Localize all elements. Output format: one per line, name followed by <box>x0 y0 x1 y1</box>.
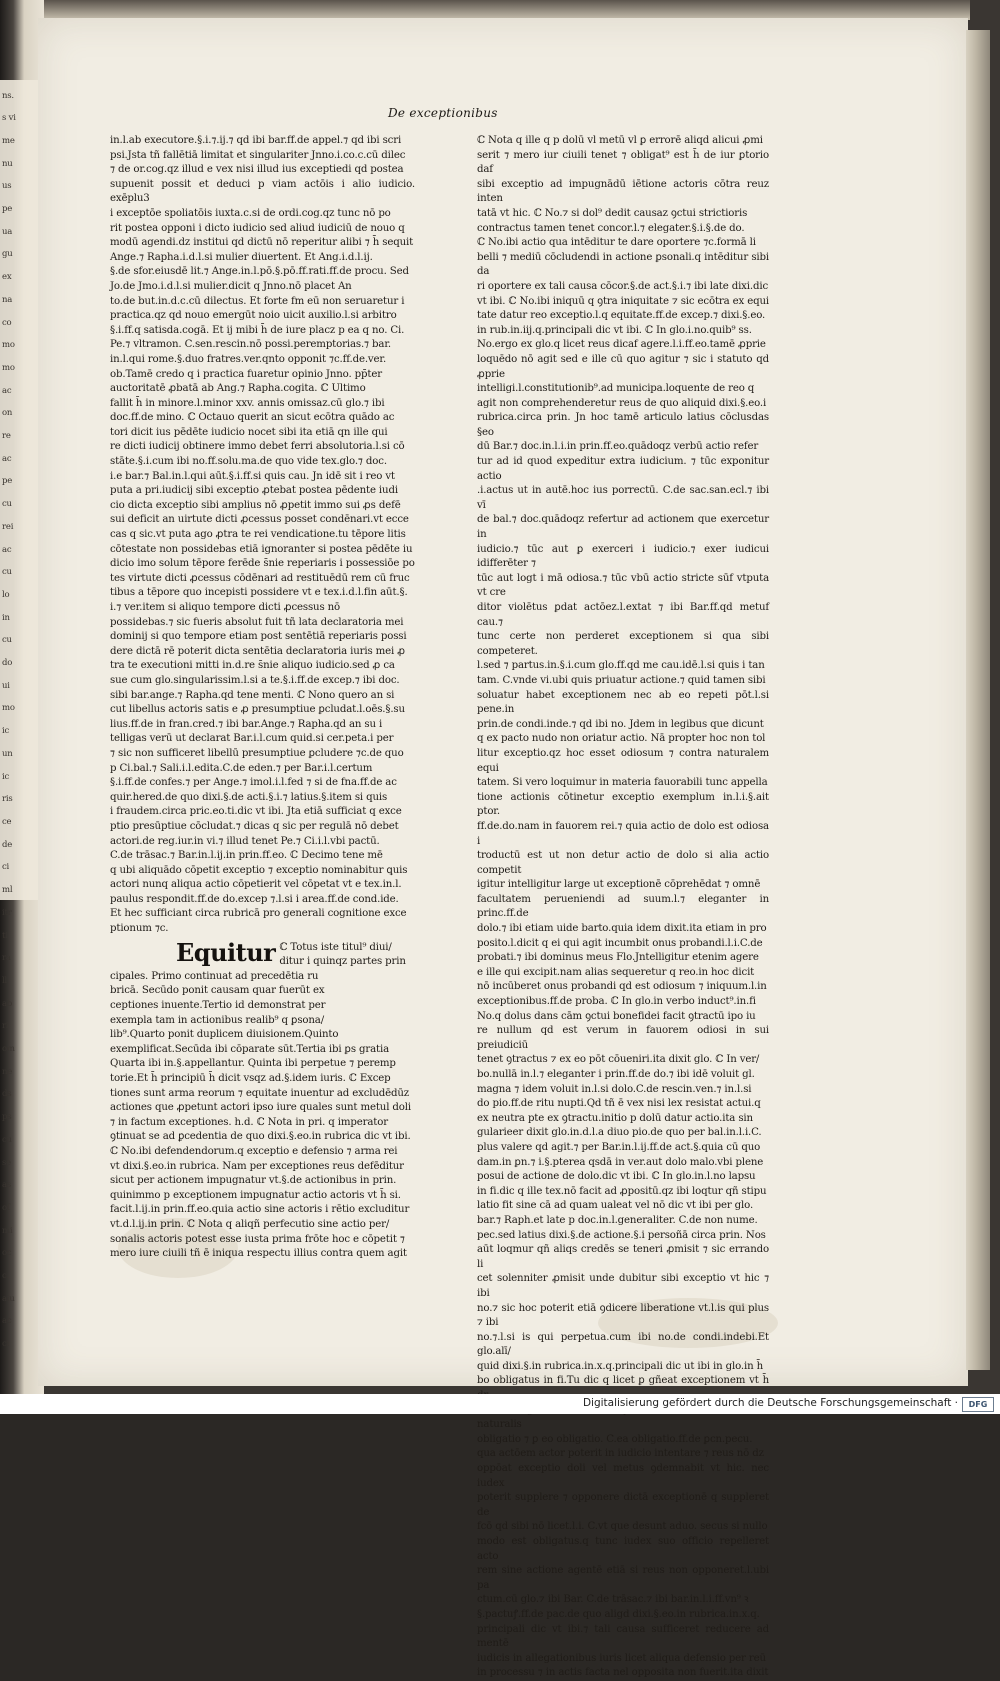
right-column-line: ff.de.do.nam in fauorem rei.⁊ quia actio de dolo est odiosa i <box>477 820 769 847</box>
ghost-line: cu <box>2 1134 12 1145</box>
right-column-line: serit ⁊ mero iur ciuili tenet ⁊ obligat⁹ est h̄ de iur ꝑtorio daf <box>477 149 769 176</box>
right-column-line: tatā vt hic. ℂ No.⁊ si dol⁹ dedit causaz ꝯctui strictioris <box>477 207 748 219</box>
left-column-line: i.e bar.⁊ Bal.in.l.qui aūt.§.i.ff.si quis cau. Jn idē sit i reo vt <box>110 470 395 482</box>
ghost-line: rei <box>2 521 14 532</box>
left-column-line: re dicti iudicij obtinere immo debet ferri absolutoria.l.si cō <box>110 441 405 453</box>
right-column-line: vt ibi. ℂ No.ibi iniquū q ꝯtra iniquitate ⁊ sic ecōtra ex equi <box>477 295 769 307</box>
equitur-line: Quarta ibi in.§.appellantur. Quinta ibi perpetue ⁊ peremp <box>110 1058 396 1070</box>
ghost-line: ll <box>2 975 8 986</box>
equitur-line: sicut per actionem impugnatur vt.§.de actionibus in prin. <box>110 1175 397 1187</box>
equitur-line: tiones sunt arma reorum ⁊ equitate inuentur ad excludēdūz <box>110 1087 410 1099</box>
ghost-line: mo <box>2 340 15 351</box>
equitur-line: mero iure ciuili tñ ē iniqua respectu illius contra quem agit <box>110 1248 407 1260</box>
left-page-strip <box>0 80 40 1350</box>
right-column-line: naturalis <box>477 1419 522 1431</box>
ghost-line: ci <box>2 862 10 873</box>
left-column-line: sue cum glo.singularissim.l.si a te.§.i.ff.de excep.⁊ ibi doc. <box>110 674 400 686</box>
left-column-line: p Ci.bal.⁊ Sali.i.l.edita.C.de eden.⁊ per Bar.i.l.certum <box>110 762 373 774</box>
ghost-line: ab <box>2 998 13 1009</box>
right-column-line: belli ⁊ mediū cōcludendi in actione ꝑsonali.q intēditur sibi da <box>477 251 769 278</box>
left-column-line: Ange.⁊ Rapha.i.d.l.si mulier diuertent. Et Ang.i.d.l.ij. <box>110 251 373 263</box>
left-column-line: ptio presūptiue cōcludat.⁊ dicas q sic per regulā nō debet <box>110 820 399 832</box>
right-column-line: e ille qui excipit.nam alias sequeretur q reo.in hoc dicit <box>477 966 755 978</box>
left-column-line: sui deficit an uirtute dicti ꝓcessus posset condēnari.vt ecce <box>110 514 409 526</box>
ghost-line: ac <box>2 1316 12 1327</box>
ghost-line: nu <box>2 158 13 169</box>
equitur-line: ditur i quinqz partes prin <box>279 956 406 968</box>
right-column-line: aūt loqmur qñ aliqs credēs se teneri ꝓmisit ⁊ sic errando li <box>477 1244 769 1270</box>
right-column-line: No.ergo ex glo.q licet reus dicaf agere.l.i.ff.eo.tamē ꝓprie <box>477 339 766 351</box>
right-column-line: No.q dolus dans cām ꝯctui bonefidei facit ꝯtractū ipo iu <box>477 1010 756 1022</box>
ghost-line: gu <box>2 249 13 260</box>
right-column-line: exceptionibus.ff.de proba. ℂ In glo.in verbo induct⁹.in.fi <box>477 996 756 1008</box>
right-column-line: latio fit sine cā ad quam ualeat vel nō dic vt ibi per glo. <box>477 1200 754 1212</box>
ghost-line: ic <box>2 726 10 737</box>
ghost-line: ris <box>2 794 13 805</box>
right-column-line: poterit supplere ⁊ opponere dictā exceptionē q suppleret de <box>477 1492 769 1518</box>
left-column-line: cut libellus actoris satis e ꝓ presumptiue ꝑcludat.l.oēs.§.su <box>110 704 405 716</box>
right-column-line: de bal.⁊ doc.quādoqz refertur ad actionem que exercetur in <box>477 514 769 541</box>
right-column-line: tate datur reo exceptio.l.q equitate.ff.de excep.⁊ dixi.§.eo. <box>477 310 766 322</box>
equitur-line: lib⁹.Quarto ponit duplicem diuisionem.Quinto <box>110 1029 339 1041</box>
ghost-line: ac <box>2 385 12 396</box>
left-column-line: psi.Jsta tñ fallētiā limitat et singulariter Jnno.i.co.c.cū dilec <box>110 149 406 161</box>
left-column-line: Et hec sufficiant circa rubricā pro generali cognitione exce <box>110 908 407 920</box>
ghost-line: cu <box>2 499 12 510</box>
right-column-line: cet solenniter ꝓmisit unde dubitur sibi exceptio vt hic ⁊ ibi <box>477 1273 769 1299</box>
left-column-line: telligas verū ut declarat Bar.i.l.cum quid.si cer.peta.i per <box>110 733 394 745</box>
left-column-line: ptionum ⁊c. <box>110 923 169 935</box>
right-column-line: bo obligatus in fi.Tu dic q licet ꝑ gñeat exceptionem vt h̄ <box>477 1375 769 1387</box>
right-column-line: re nullum qd est verum in fauorem odiosi in sui preiudiciū <box>477 1025 769 1051</box>
right-column-line: ri oportere ex tali causa cōcor.§.de act.§.i.⁊ ibi late dixi.dic <box>477 280 769 292</box>
right-column-line: obligatio ⁊ ꝑ eo obligatio. C.ea obligatio.ff.de ꝑcn.pecu. <box>477 1433 753 1445</box>
right-column-line: tūc aut logt i mā odiosa.⁊ tūc vbū actio stricte sūf vtputa vt cre <box>477 572 769 599</box>
right-column-line: iudicis in allegationibus iuris licet aliqua defensio per reū <box>477 1652 766 1664</box>
right-column-line: tunc certe non perderet exceptionem si qua sibi competeret. <box>477 631 769 657</box>
right-column-line: probati.⁊ ibi dominus meus Flo.Jntelligitur etenim agere <box>477 952 759 964</box>
right-column-line: ctum.cū glo.⁊ ibi Bar. C.de trāsac.⁊ ibi bar.in.l.i.ff.vn⁹ ꝛ <box>477 1594 749 1606</box>
right-column-line: agit non comprehenderetur reus de quo aliquid dixi.§.eo.i <box>477 397 767 409</box>
equitur-line: exemplificat.Secūda ibi cōparate sūt.Tertia ibi ꝑs gratia <box>110 1043 390 1055</box>
right-column-line: igitur intelligitur large ut exceptionē cōprehēdat ⁊ omnē <box>477 879 761 891</box>
right-column-line: tenet ꝯtractus ⁊ ex eo pōt cōueniri.ita dixit glo. ℂ In ver/ <box>477 1054 760 1066</box>
left-column-line: actori.de reg.iur.in vi.⁊ illud tenet Pe.⁊ Ci.i.l.vbi pactū. <box>110 835 380 847</box>
equitur-line: sonalis actoris potest esse iusta prima frōte hoc e cōpetit ⁊ <box>110 1233 405 1245</box>
right-column-line: q ex pacto nudo non oriatur actio. Nā propter hoc non tol <box>477 733 766 745</box>
equitur-line: ⁊ in factum exceptiones. h.d. ℂ Nota in pri. q imperator <box>110 1116 388 1128</box>
right-column-line: rem sine actione agentē etiā si reus non opponeret.l.ubi pa <box>477 1565 769 1591</box>
left-column-line: ob.Tamē credo q i practica fuaretur opinio Jnno. pp̄ter <box>110 368 382 380</box>
right-column-line: tatem. Si vero loquimur in materia fauorabili tunc appella <box>477 777 768 789</box>
right-column-line: loquēdo nō agit sed e ille cū quo agitur ⁊ sic i statuto qd ꝓprie <box>477 353 769 380</box>
left-column-line: tra te executioni mitti in.d.re s̄nie aliquo iudicio.sed ꝓ ca <box>110 660 395 672</box>
left-column-line: puta a pri.iudicij sibi exceptio ꝓtebat postea pēdente iudi <box>110 485 398 497</box>
ghost-line: as <box>2 1180 12 1191</box>
ghost-line: ns. <box>2 90 14 101</box>
ghost-line: itr <box>2 907 12 918</box>
footer-bar <box>0 1394 1000 1414</box>
ghost-line: oc <box>2 1248 12 1259</box>
right-column-line: §.pactuꝭ.ff.de pac.de quo aligd dixi.§.eo.in rubrica.in.x.q. <box>477 1608 760 1620</box>
left-column-line: fallit h̄ in minore.l.minor xxv. annis omissaz.cū glo.⁊ ibi <box>110 397 385 409</box>
right-column-line: tam. C.vnde vi.ubi quis priuatur actione.⁊ quid tamen sibi <box>477 674 766 686</box>
equitur-line: ꝯtinuat se ad ꝑcedentia de quo dixi.§.eo.in rubrica dic vt ibi. <box>110 1131 411 1143</box>
ghost-line: pe <box>2 204 13 215</box>
ghost-line: c. <box>2 1271 10 1282</box>
left-column-line: sibi bar.ange.⁊ Rapha.qd tene menti. ℂ Nono quero an si <box>110 689 395 701</box>
right-column-line: soluatur habet exceptionem nec ab eo repeti pōt.l.si pene.in <box>477 689 769 716</box>
right-column-line: ex neutra pte ex ꝯtractu.initio p dolū datur actio.ita sin <box>477 1112 753 1124</box>
ghost-line: cu <box>2 567 12 578</box>
right-column-line: modo est obligatus.q tunc iudex suo officio repelleret acto <box>477 1536 769 1562</box>
left-column-line: q ubi aliquādo cōpetit exceptio ⁊ exceptio nominabitur ꝗuis <box>110 864 408 876</box>
ghost-line: in <box>2 612 10 623</box>
left-column-line: auctoritatē ꝓbatā ab Ang.⁊ Rapha.cogita. ℂ Ultimo <box>110 383 366 395</box>
right-column-line: facultatem perueniendi ad suum.l.⁊ eleganter in princ.ff.de <box>477 893 769 920</box>
left-column <box>110 134 415 1262</box>
right-column-line: ℂ No.ibi actio qua intēditur te dare oportere ⁊c.formā li <box>477 237 756 249</box>
left-column-line: i exceptōe spoliatōis iuxta.c.si de ordi.cog.qz tunc nō po <box>110 207 391 219</box>
ghost-line: cu <box>2 635 12 646</box>
ghost-line: ui <box>2 680 10 691</box>
left-column-line: modū agendi.dz institui qd dictū nō reperitur alibi ⁊ h̄ sequit <box>110 237 414 249</box>
equitur-line: bricā. Secūdo ponit causam quar fuerūt ex <box>110 985 325 997</box>
ghost-line: ml <box>2 885 13 896</box>
ghost-line: ps <box>2 1112 12 1123</box>
left-column-line: ⁊ sic non sufficeret libellū presumptiue ꝑcludere ⁊c.de quo <box>110 747 404 759</box>
left-column-line: possidebas.⁊ sic fueris absolut fuit tñ lata declaratoria mei <box>110 616 404 628</box>
right-column-line: contractus tamen tenet concor.l.⁊ elegater.§.i.§.de do. <box>477 222 745 234</box>
ghost-line: mi <box>2 1225 13 1236</box>
ghost-line: un <box>2 748 13 759</box>
equitur-line: vt dixi.§.eo.in rubrica. Nam per exceptiones reus defēditur <box>110 1160 404 1172</box>
left-column-line: paulus respondit.ff.de do.excep ⁊.l.si i area.ff.de cond.ide. <box>110 893 399 905</box>
ghost-line: ic <box>2 771 10 782</box>
right-column-line: sibi exceptio ad impugnādū iētione actoris cōtra reuz inten <box>477 178 769 205</box>
ghost-line: mo <box>2 703 15 714</box>
right-column-line: intelligi.l.constitutionib⁹.ad municipa.loquente de reo q <box>477 383 755 395</box>
left-column-line: Jo.de Jmo.i.d.l.si mulier.dicit q Jnno.nō placet An <box>110 280 352 292</box>
right-column-line: in processu ⁊ in actis facta nel opposita non fuerit.ita dixit <box>477 1667 769 1679</box>
right-column-line: dolo.⁊ ibi etiam uide barto.quia idem dixit.ita etiam in pro <box>477 923 767 935</box>
right-column-line: pec.sed latius dixi.§.de actione.§.i persoñā circa prin. Nos <box>477 1229 766 1241</box>
right-column-line: posito.l.dicit q ei qui agit incumbit onus probandi.l.i.C.de <box>477 937 763 949</box>
right-column-line: posui de actione de dolo.dic vt ibi. ℂ In glo.in.l.no lapsu <box>477 1171 756 1183</box>
ghost-line: ac <box>2 544 12 555</box>
ghost-line: ri <box>2 1021 9 1032</box>
ghost-line: do <box>2 658 13 669</box>
running-head: De exceptionibus <box>388 106 498 120</box>
left-column-line: in.l.ab executore.§.i.⁊.ij.⁊ qd ibi bar.ff.de appel.⁊ qd ibi scri <box>110 135 402 146</box>
right-column-line: .i.actus ut in autē.hoc ius porrectū. C.de sac.san.ecl.⁊ ibi vī <box>477 485 769 511</box>
right-column-line: no.⁊.l.si is qui perpetua.cum ibi no.de condi.indebi.Et glo.alī/ <box>477 1331 769 1358</box>
left-column-line: i fraudem.circa pric.eo.ti.dic vt ibi. Jta etiā sufficiat q exce <box>110 806 402 818</box>
right-column-line: magna ⁊ idem voluit in.l.si dolo.C.de rescin.ven.⁊ in.l.si <box>477 1083 752 1095</box>
left-column-line: Pe.⁊ vltramon. C.sen.rescin.nō possi.peremptorias.⁊ bar. <box>110 339 392 351</box>
equitur-section <box>110 937 415 1262</box>
left-column-line: stāte.§.i.cum ibi no.ff.solu.ma.de quo vide tex.glo.⁊ doc. <box>110 456 387 468</box>
ghost-line: de <box>2 839 13 850</box>
left-column-line: lius.ff.de in fran.cred.⁊ ibi bar.Ange.⁊ Rapha.qd an su i <box>110 718 383 730</box>
left-column-line: C.de trāsac.⁊ Bar.in.l.ij.in prin.ff.eo. ℂ Decimo tene mē <box>110 850 383 862</box>
right-column-text <box>477 134 769 1681</box>
ghost-line: ti <box>2 930 8 941</box>
left-column-line: quir.hered.de quo dixi.§.de acti.§.i.⁊ latius.§.item si quis <box>110 791 388 803</box>
right-column-line: do pio.ff.de ritu nupti.Qd tñ ē vex nisi lex resistat actui.q <box>477 1098 761 1110</box>
right-column-line: dū Bar.⁊ doc.in.l.i.in prin.ff.eo.quādoqz verbū actio refer <box>477 441 759 453</box>
right-column-line: l.sed ⁊ partus.in.§.i.cum glo.ff.qd me cau.idē.l.si quis i tan <box>477 660 765 672</box>
right-column-line: qua actōem actor poterit in iudicio intentare ⁊ reus nō dz <box>477 1448 764 1460</box>
left-column-line: cōtestate non possidebas etiā ignoranter si postea pēdēte iu <box>110 543 413 555</box>
ghost-line: mo <box>2 362 15 373</box>
right-column-line: tione actionis cōtinetur exceptio exemplum in.l.i.§.ait ptor. <box>477 791 769 818</box>
left-column-line: ⁊ de or.cog.qz illud e vex nisi illud ius exceptiedi qd postea <box>110 164 404 176</box>
equitur-line: ℂ No.ibi defendendorum.q exceptio e defensio ⁊ arma rei <box>110 1145 398 1157</box>
page-right-edge <box>966 30 990 1370</box>
left-column-line: cas q sic.vt puta ago ꝓtra te rei vendicatione.tu tēpore litis <box>110 529 406 541</box>
left-column-line: i.⁊ ver.item si aliquo tempore dicti ꝓcessus nō <box>110 602 341 613</box>
ghost-line: s vi <box>2 113 16 124</box>
ghost-line: ci <box>2 1339 10 1350</box>
ghost-line: us <box>2 181 12 192</box>
right-column-line: in fi.dic q ille tex.nō facit ad ꝓpositū.qz ibi loqtur qñ stipu <box>477 1185 767 1197</box>
left-column-line: tori dicit ius pēdēte iudicio nocet sibi ita etiā qn ille qui <box>110 426 388 438</box>
equitur-initial: Equitur <box>176 937 276 967</box>
ghost-line: ac <box>2 453 12 464</box>
equitur-line: cipales. Primo continuat ad precedētia ru <box>110 970 319 982</box>
left-column-line: §.i.ff.q satisda.cogā. Et ij mibi h̄ de iure placz p ea q no. Ci. <box>110 324 405 336</box>
left-column-line: cio dicta exceptio sibi amplius nō ꝓpetit immo sui ꝓs defē <box>110 499 401 511</box>
right-column <box>477 134 769 1681</box>
footer-credit: Digitalisierung gefördert durch die Deutsche Forschungsgemeinschaft · <box>582 1397 958 1409</box>
right-column-line: oppōat exceptio doli vel metus ꝯdemnabit vt hic. nec iudex <box>477 1463 769 1489</box>
right-column-line: iudicio.⁊ tūc aut ꝑ exerceri i iudicio.⁊ exer iudicui idifferēter ⁊ <box>477 543 769 570</box>
right-column-line: no.⁊ sic hoc poterit etiā ꝯdicere liberatione vt.l.is qui plus ⁊ ibi <box>477 1302 769 1329</box>
ghost-line: pe <box>2 476 13 487</box>
ghost-line: na <box>2 294 13 305</box>
ghost-line: co <box>2 317 12 328</box>
right-column-line: ℂ Nota q ille q p dolū vl metū vl ꝑ errorē aliqd alicui ꝓmi <box>477 135 763 146</box>
ghost-line: ne <box>2 1066 13 1077</box>
ghost-line: se <box>2 1157 11 1168</box>
equitur-text <box>110 937 415 1262</box>
equitur-line: exempla tam in actionibus realib⁹ q ꝑsona/ <box>110 1014 324 1026</box>
ghost-line: ua <box>2 226 13 237</box>
left-column-line: doc.ff.de mino. ℂ Octauo querit an sicut ecōtra quādo ac <box>110 412 395 424</box>
dfg-logo: DFG <box>962 1397 994 1412</box>
left-column-line: dominij si quo tempore etiam post sentētiā reperiaris possi <box>110 631 407 643</box>
left-column-line: dere dictā rē poterit dicta sentētia declaratoria iuris mei ꝓ <box>110 645 405 657</box>
equitur-line: facit.l.ij.in prin.ff.eo.quia actio sine actoris i rētio excluditur <box>110 1204 410 1216</box>
right-column-line: gularieer dixit glo.in.d.l.a diuo pio.de quo per bal.in.l.i.C. <box>477 1127 762 1139</box>
right-column-line: fcō qd sibi nō licet.l.i. C.vt que desunt aduo. secus si nullo <box>477 1521 768 1533</box>
right-column-line: plus valere qd agit.⁊ per Bar.in.l.ij.ff.de act.§.quia cū quo <box>477 1141 761 1153</box>
ghost-line: ce <box>2 817 12 827</box>
ghost-line: on <box>2 408 13 419</box>
right-column-line: bo.nullā in.l.⁊ eleganter i prin.ff.de do.⁊ ibi idē voluit gl. <box>477 1069 755 1080</box>
equitur-line: ℂ Totus iste titul⁹ diui/ <box>279 941 392 953</box>
right-column-line: dam.in ꝑn.⁊ i.§.pterea qsdā in ver.aut dolo malo.vbi plene <box>477 1156 764 1168</box>
left-column-line: practica.qz qd nouo emergūt noio uicit auxilio.l.si arbitro <box>110 310 397 322</box>
ghost-line: re <box>2 431 11 442</box>
right-column-line: troductū est ut non detur actio de dolo si alia actio competit <box>477 850 769 876</box>
left-column-line: rit postea opponi i dicto iudicio sed aliud iudiciū de nouo q <box>110 222 405 234</box>
left-column-line: tibus a tēpore quo incepisti possidere vt e tex.i.d.l.fin aūt.§. <box>110 587 408 599</box>
right-column-line: principali dic vt ibi.⁊ tali causa sufficeret reducere ad mentē <box>477 1623 769 1650</box>
right-column-line: quid dixi.§.in rubrica.in.x.q.principali dic ut ibi in glo.in h̄ <box>477 1360 764 1372</box>
left-column-line: supuenit possit et deduci p viam actōis i alio iudicio. exēplu3 <box>110 178 415 205</box>
equitur-line: quinimmo p exceptionem impugnatur actio actoris vt h̄ si. <box>110 1189 401 1201</box>
right-column-line: prin.de condi.inde.⁊ qd ibi no. Jdem in legibus que dicunt <box>477 718 764 730</box>
left-column-line: dicio imo solum tēpore ferēde s̄nie reperiaris i possessiōe po <box>110 558 415 570</box>
left-column-line: §.i.ff.de confes.⁊ per Ange.⁊ imol.i.l.fed ⁊ si de fna.ff.de ac <box>110 777 397 789</box>
right-column-line: in rub.in.iij.q.principali dic vt ibi. ℂ In glo.i.no.quib⁹ ss. <box>477 324 752 336</box>
page-top-edge <box>40 0 970 20</box>
right-column-line: nō incūberet onus probandi qd est odiosum ⁊ iniquum.l.in <box>477 981 767 993</box>
equitur-line: torie.Et h̄ principiū h̄ dicit vsqz ad.§.idem iuris. ℂ Excep <box>110 1073 391 1084</box>
ghost-line: me <box>2 135 15 146</box>
equitur-line: actiones que ꝓpetunt actori ipso iure quales sunt metul doli <box>110 1102 411 1114</box>
right-column-line: rubrica.circa prin. Jn hoc tamē articulo latius cōclusdas §eo <box>477 412 769 438</box>
left-column-line: actori nunq aliqua actio cōpetierit vel cōpetat vt e tex.in.l. <box>110 879 402 891</box>
ghost-line: ds <box>2 1089 12 1100</box>
right-column-line: ditor violētus ꝑdat actōez.l.extat ⁊ ibi Bar.ff.qd metuf cau.⁊ <box>477 602 769 628</box>
left-column-line: §.de sfor.eiusdē lit.⁊ Ange.in.l.pō.§.pō.ff.rati.ff.de procu. Sed <box>110 266 409 278</box>
right-column-line: tur ad id quod expeditur extra iudicium. ⁊ tūc exponitur actio <box>477 456 769 482</box>
ghost-line: oſ <box>2 1202 10 1213</box>
left-column-line: in.l.qui rome.§.duo fratres.ver.qnto opponit ⁊c.ff.de.ver. <box>110 353 387 365</box>
ghost-line: om <box>2 1044 15 1055</box>
right-column-line: litur exceptio.qz hoc esset odiosum ⁊ contra naturalem equi <box>477 747 769 774</box>
equitur-line: vt.d.l.ij.in prin. ℂ Nota q aliqñ perfecutio sine actio per/ <box>110 1218 390 1230</box>
left-column-text <box>110 134 415 937</box>
ghost-line: ra <box>2 953 11 964</box>
ghost-line: lo <box>2 589 10 600</box>
equitur-line: ceptiones inuente.Tertio id demonstrat per <box>110 1000 326 1012</box>
right-column-line: bar.⁊ Raph.et late p doc.in.l.generaliter. C.de non nume. <box>477 1214 758 1226</box>
left-column-line: to.de but.in.d.c.cū dilectus. Et forte fm eū non seruaretur i <box>110 295 405 307</box>
ghost-line: ex <box>2 272 12 283</box>
ghost-line: aiu <box>2 1293 15 1304</box>
left-column-line: tes virtute dicti ꝓcessus cōdēnari ad restituēdū rem cū fruc <box>110 572 410 584</box>
left-page-ghost-text <box>0 89 40 1352</box>
